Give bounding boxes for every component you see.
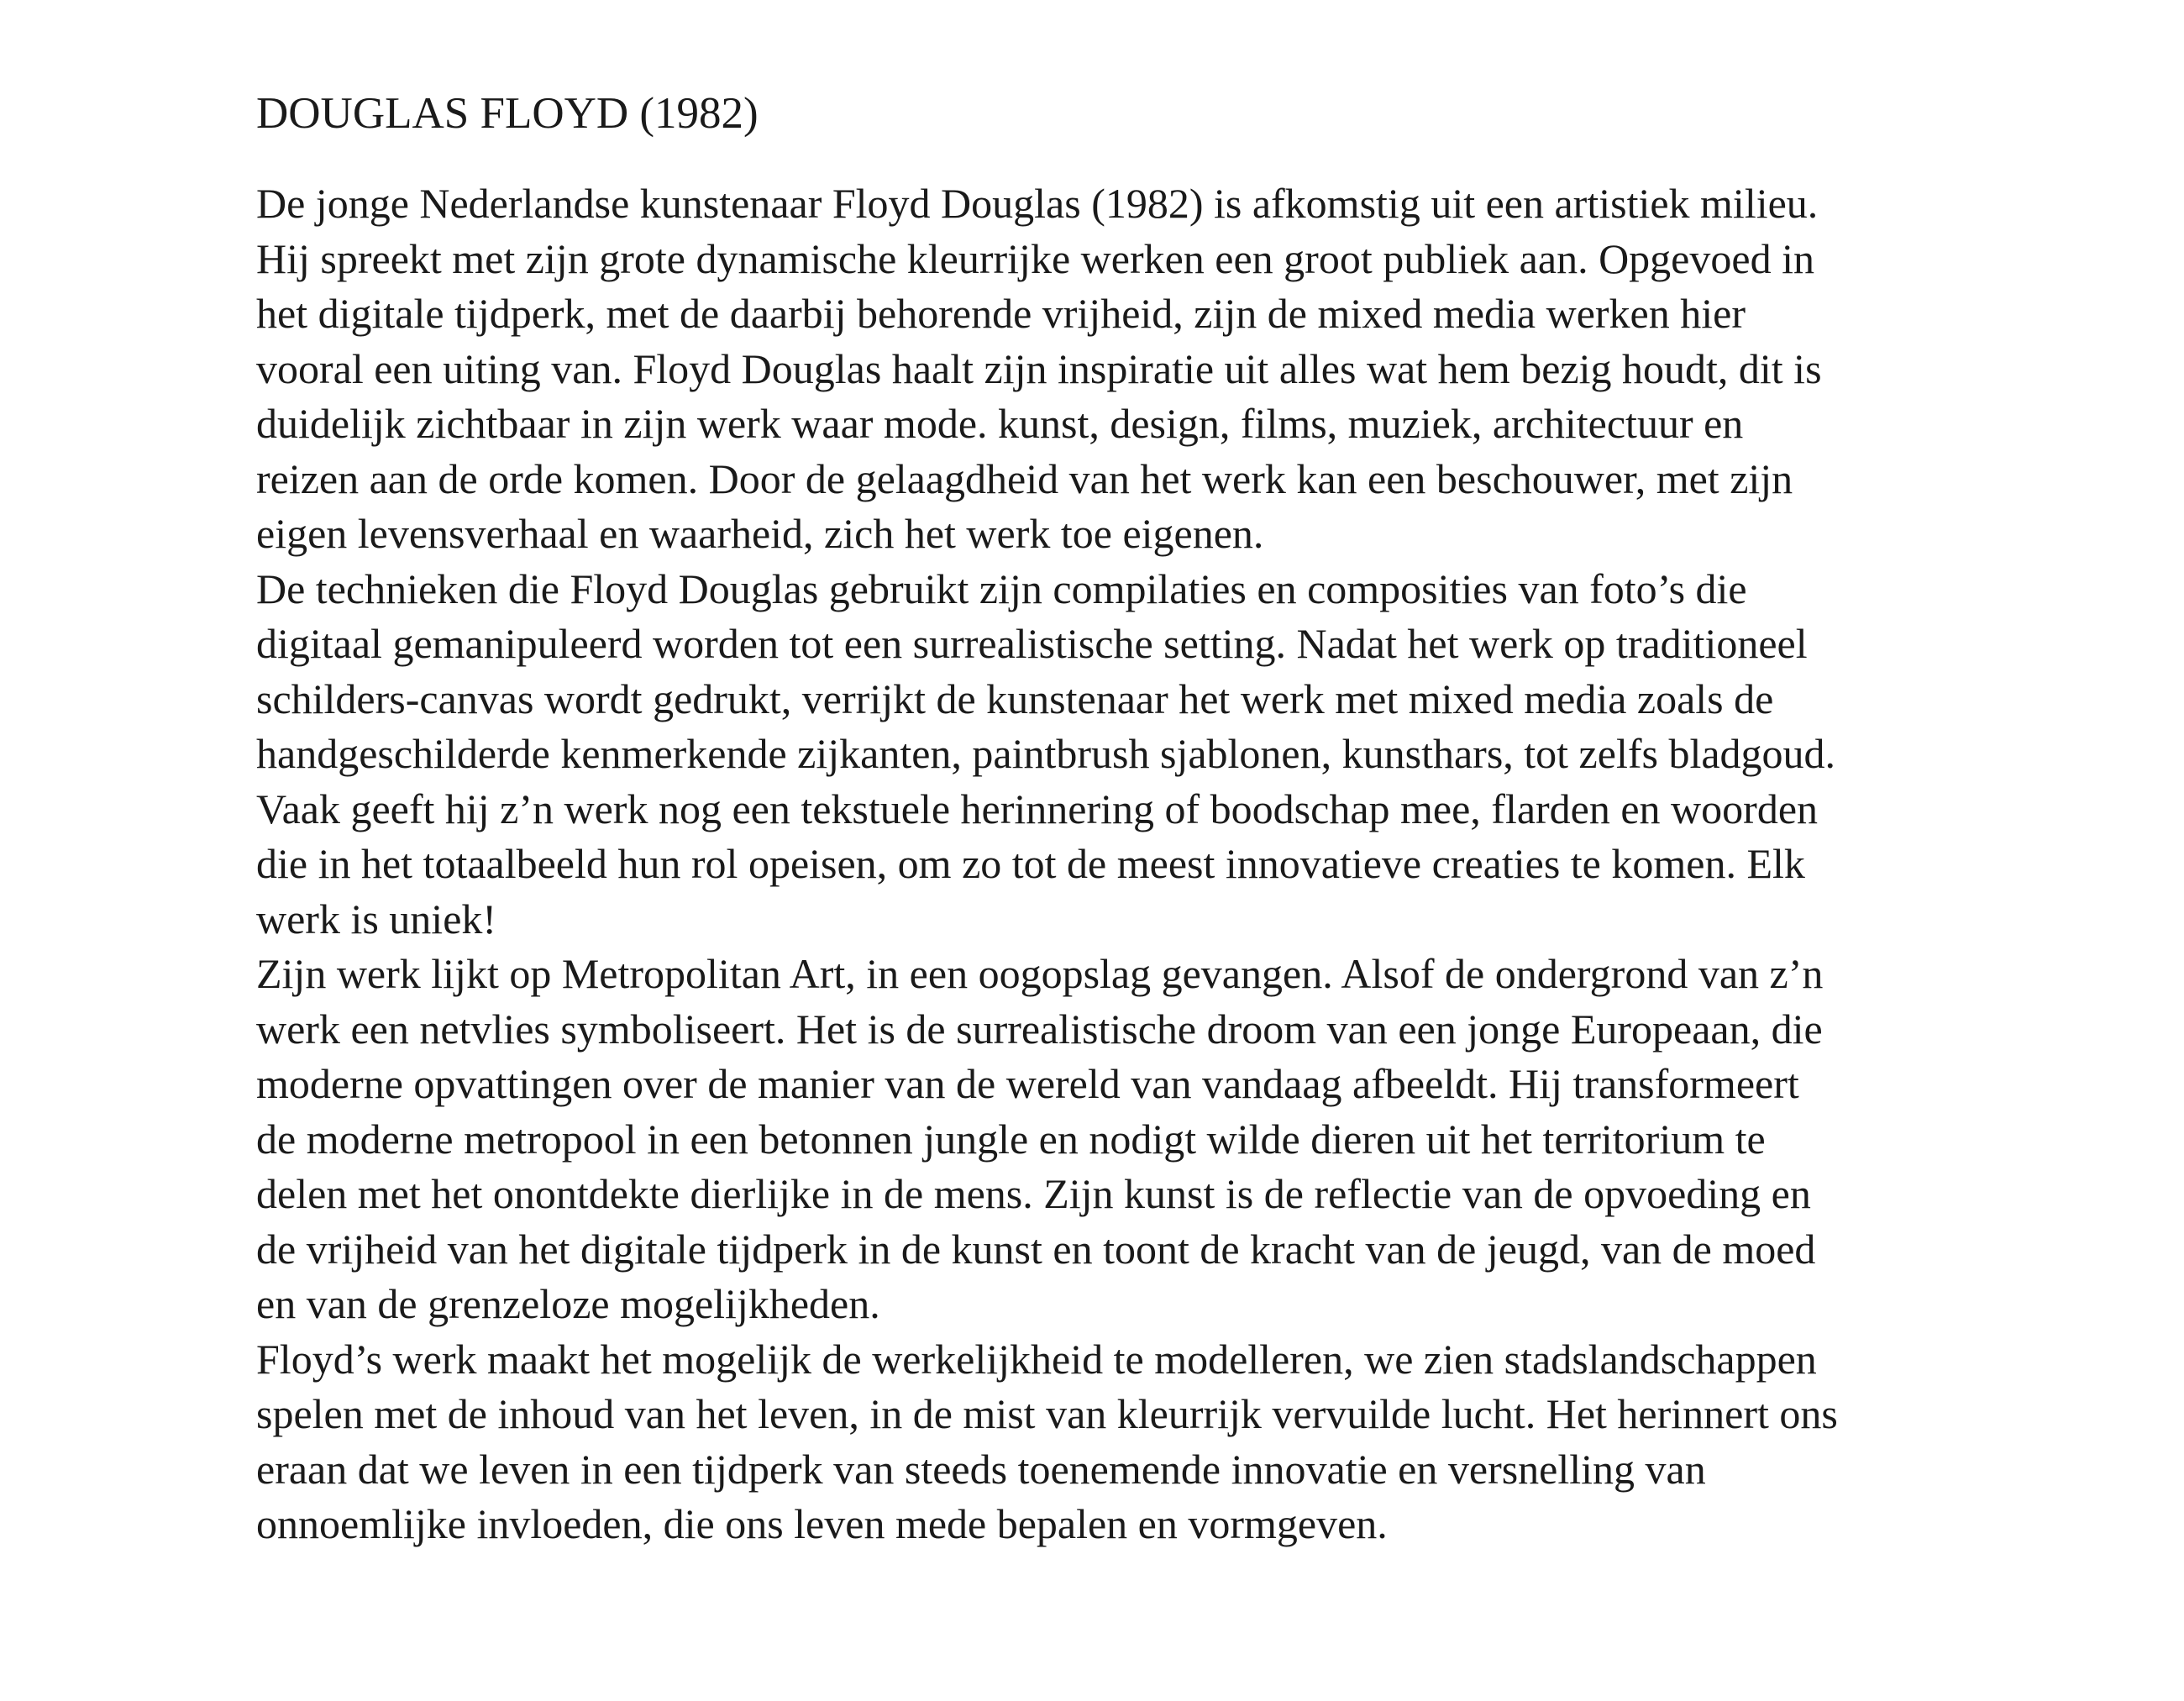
text-line: Vaak geeft hij z’n werk nog een tekstuele herinnering of boodschap mee, flarden en woorden xyxy=(256,785,1819,832)
document-body xyxy=(256,176,2155,1552)
text-line: Hij spreekt met zijn grote dynamische kleurrijke werken een groot publiek aan. Opgevoed in xyxy=(256,234,1814,282)
text-line: de vrijheid van het digitale tijdperk in de kunst en toont de kracht van de jeugd, van de moed xyxy=(256,1225,1816,1273)
text-line: onnoemlijke invloeden, die ons leven mede bepalen en vormgeven. xyxy=(256,1500,1388,1547)
text-line: De jonge Nederlandse kunstenaar Floyd Douglas (1982) is afkomstig uit een artistiek milieu. xyxy=(256,180,1819,227)
text-line: en van de grenzeloze mogelijkheden. xyxy=(256,1280,880,1327)
document-title: DOUGLAS FLOYD (1982) xyxy=(256,89,759,138)
text-line: handgeschilderde kenmerkende zijkanten, paintbrush sjablonen, kunsthars, tot zelfs bladgoud. xyxy=(256,730,1836,777)
text-line: moderne opvattingen over de manier van de wereld van vandaag afbeeldt. Hij transformeert xyxy=(256,1060,1799,1107)
text-line: reizen aan de orde komen. Door de gelaagdheid van het werk kan een beschouwer, met zijn xyxy=(256,454,1793,502)
text-line: spelen met de inhoud van het leven, in de mist van kleurrijk vervuilde lucht. Het herinnert ons xyxy=(256,1390,1838,1437)
text-line: werk is uniek! xyxy=(256,895,497,942)
text-line: delen met het onontdekte dierlijke in de mens. Zijn kunst is de reflectie van de opvoeding en xyxy=(256,1170,1811,1217)
text-line: schilders-canvas wordt gedrukt, verrijkt de kunstenaar het werk met mixed media zoals de xyxy=(256,675,1774,722)
text-line: Zijn werk lijkt op Metropolitan Art, in een oogopslag gevangen. Alsof de ondergrond van z’n xyxy=(256,950,1824,997)
text-line: werk een netvlies symboliseert. Het is de surrealistische droom van een jonge Europeaan, die xyxy=(256,1005,1823,1053)
text-line: vooral een uiting van. Floyd Douglas haalt zijn inspiratie uit alles wat hem bezig houdt, dit is xyxy=(256,344,1822,392)
text-line: De technieken die Floyd Douglas gebruikt zijn compilaties en composities van foto’s die xyxy=(256,564,1747,612)
text-line: eraan dat we leven in een tijdperk van steeds toenemende innovatie en versnelling van xyxy=(256,1445,1706,1493)
text-line: eigen levensverhaal en waarheid, zich het werk toe eigenen. xyxy=(256,510,1264,557)
text-line: Floyd’s werk maakt het mogelijk de werkelijkheid te modelleren, we zien stadslandschappen xyxy=(256,1335,1817,1383)
text-line: die in het totaalbeeld hun rol opeisen, om zo tot de meest innovatieve creaties te komen. Elk xyxy=(256,840,1805,887)
text-line: de moderne metropool in een betonnen jungle en nodigt wilde dieren uit het territorium te xyxy=(256,1115,1766,1163)
text-line: digitaal gemanipuleerd worden tot een surrealistische setting. Nadat het werk op traditioneel xyxy=(256,620,1808,667)
text-line: het digitale tijdperk, met de daarbij behorende vrijheid, zijn de mixed media werken hier xyxy=(256,290,1746,337)
text-line: duidelijk zichtbaar in zijn werk waar mode. kunst, design, films, muziek, architectuur en xyxy=(256,400,1744,447)
